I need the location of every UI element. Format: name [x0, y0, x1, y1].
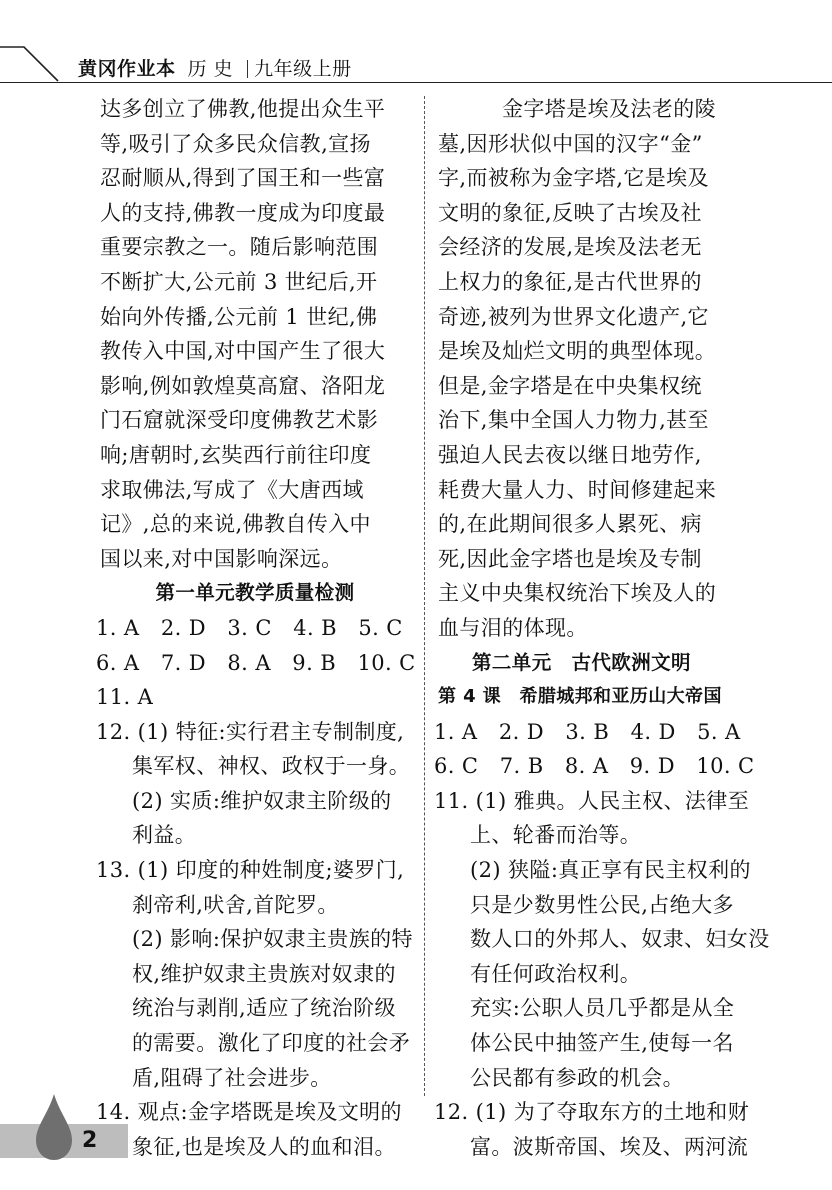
text-line: 主义中央集权统治下埃及人的	[438, 581, 717, 606]
header-tab-decoration	[0, 46, 60, 82]
question-13-line: 权,维护奴隶主贵族对奴隶的	[132, 961, 396, 986]
question-13-line: 的需要。激化了印度的社会矛	[132, 1031, 411, 1056]
drop-icon	[34, 1094, 74, 1162]
text-line: 的,在此期间很多人累死、病	[438, 512, 702, 537]
header-brand: 黄冈作业本	[78, 58, 176, 80]
text-line: 血与泪的体现。	[438, 615, 588, 640]
text-line: 达多创立了佛教,他提出众生平	[100, 97, 386, 121]
answer-row: 6. C 7. B 8. A 9. D 10. C	[434, 754, 755, 779]
text-line: 金字塔是埃及法老的陵	[502, 97, 716, 121]
question-12-line: 利益。	[132, 823, 197, 848]
question-11-line: 数人口的外邦人、奴隶、妇女没	[470, 927, 770, 952]
question-11-line: 只是少数男性公民,占绝大多	[470, 892, 734, 917]
header-separator	[247, 60, 248, 78]
answer-row: 11. A	[96, 685, 154, 710]
text-line: 等,吸引了众多民众信教,宣扬	[100, 131, 371, 156]
text-line: 是埃及灿烂文明的典型体现。	[438, 339, 717, 364]
question-12-line: (2) 实质:维护奴隶主阶级的	[132, 788, 392, 813]
answer-row: 6. A 7. D 8. A 9. B 10. C	[96, 650, 416, 675]
text-line: 强迫人民去夜以继日地劳作,	[438, 442, 702, 467]
text-line: 治下,集中全国人力物力,甚至	[438, 408, 709, 433]
text-line: 国以来,对中国影响深远。	[100, 546, 343, 571]
question-11-line: (2) 狭隘:真正享有民主权利的	[470, 858, 751, 883]
answer-row: 1. A 2. D 3. C 4. B 5. C	[96, 615, 403, 640]
section-title: 第一单元教学质量检测	[155, 581, 355, 605]
question-11-line: 公民都有参政的机会。	[470, 1065, 684, 1090]
question-12-line: 12. (1) 特征:实行君主专制制度,	[96, 719, 405, 744]
text-line: 死,因此金字塔也是埃及专制	[438, 546, 702, 571]
question-12-line: 集军权、神权、政权于一身。	[132, 754, 411, 779]
text-line: 上权力的象征,是古代世界的	[438, 269, 702, 294]
right-column	[434, 92, 770, 1164]
text-line: 门石窟就深受印度佛教艺术影	[100, 408, 379, 433]
question-12-line: 12. (1) 为了夺取东方的土地和财	[434, 1100, 750, 1125]
header-rule	[0, 82, 832, 83]
question-12-line: 富。波斯帝国、埃及、两河流	[470, 1134, 749, 1159]
text-line: 记》,总的来说,佛教自传入中	[100, 512, 371, 537]
question-11-line: 有任何政治权利。	[470, 961, 642, 986]
text-line: 响;唐朝时,玄奘西行前往印度	[100, 442, 372, 467]
text-line: 墓,因形状似中国的汉字“金”	[438, 131, 703, 156]
text-line: 重要宗教之一。随后影响范围	[100, 235, 379, 260]
text-line: 求取佛法,写成了《大唐西域	[100, 477, 364, 502]
text-line: 影响,例如敦煌莫高窟、洛阳龙	[100, 373, 386, 398]
question-11-line: 上、轮番而治等。	[470, 823, 642, 848]
header-subject: 历 史	[187, 58, 234, 80]
question-13-line: 统治与剥削,适应了统治阶级	[132, 996, 396, 1021]
question-13-line: (2) 影响:保护奴隶主贵族的特	[132, 927, 413, 952]
page-header	[78, 54, 352, 81]
text-line: 奇迹,被列为世界文化遗产,它	[438, 304, 709, 329]
lesson-title: 第 4 课 希腊城邦和亚历山大帝国	[438, 686, 722, 708]
text-line: 不断扩大,公元前 3 世纪后,开	[100, 269, 378, 294]
question-11-line: 11. (1) 雅典。人民主权、法律至	[434, 788, 750, 813]
text-line: 忍耐顺从,得到了国王和一些富	[100, 166, 386, 191]
question-14-line: 象征,也是埃及人的血和泪。	[132, 1134, 396, 1159]
header-grade: 九年级上册	[254, 58, 352, 80]
text-line: 会经济的发展,是埃及法老无	[438, 235, 702, 260]
question-13-line: 盾,阻碍了社会进步。	[132, 1065, 332, 1090]
question-14-line: 14. 观点:金字塔既是埃及文明的	[96, 1100, 402, 1125]
question-11-line: 充实:公职人员几乎都是从全	[470, 996, 735, 1021]
question-13-line: 13. (1) 印度的种姓制度;婆罗门,	[96, 858, 405, 883]
page-number: 2	[82, 1128, 98, 1153]
text-line: 始向外传播,公元前 1 世纪,佛	[100, 304, 378, 329]
left-column	[96, 92, 416, 1164]
text-line: 耗费大量人力、时间修建起来	[438, 477, 717, 502]
text-line: 字,而被称为金字塔,它是埃及	[438, 166, 709, 191]
text-line: 教传入中国,对中国产生了很大	[100, 339, 386, 364]
unit-title: 第二单元 古代欧洲文明	[472, 650, 691, 674]
answer-row: 1. A 2. D 3. B 4. D 5. A	[434, 719, 741, 744]
text-line: 人的支持,佛教一度成为印度最	[100, 200, 386, 225]
question-11-line: 体公民中抽签产生,使每一名	[470, 1031, 734, 1056]
text-line: 文明的象征,反映了古埃及社	[438, 200, 702, 225]
column-divider	[424, 96, 425, 1096]
question-13-line: 刹帝利,吠舍,首陀罗。	[132, 892, 339, 917]
text-line: 但是,金字塔是在中央集权统	[438, 373, 702, 398]
